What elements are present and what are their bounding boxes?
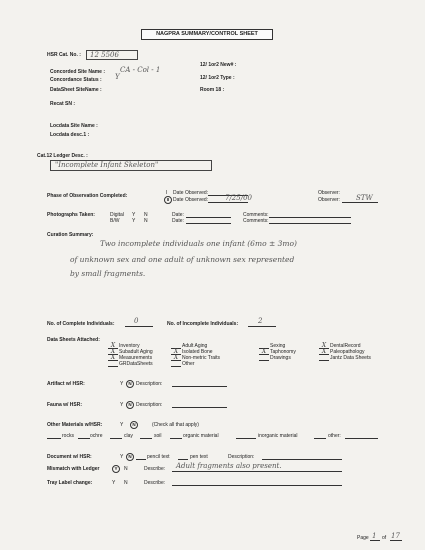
soil-line[interactable] <box>140 438 152 439</box>
phase-observation-label: Phase of Observation Completed: <box>47 193 128 199</box>
complete-individuals-label: No. of Complete Individuals: <box>47 321 115 327</box>
datasheet-jantz[interactable]: Jantz Data Sheets <box>319 355 371 361</box>
room-label: Room 18 : <box>200 87 225 93</box>
datasheet-nonmetric-traits[interactable]: X Non-metric Traits <box>171 355 220 361</box>
pen-text-label: pen text <box>190 454 208 460</box>
document-desc-line[interactable] <box>262 459 342 460</box>
clay-label: clay <box>124 433 133 439</box>
pencil-line[interactable] <box>136 459 146 460</box>
photo-bw-y[interactable]: Y <box>132 218 136 224</box>
ledger-desc-value: "Incomplete Infant Skeleton" <box>55 161 159 169</box>
other-materials-label: Other Materials w/HSR: <box>47 422 103 428</box>
rocks-line[interactable] <box>47 438 61 439</box>
check-all-note: (Check all that apply) <box>152 422 199 428</box>
photo-bw-n[interactable]: N <box>144 218 148 224</box>
of-label: of <box>382 535 387 541</box>
document-desc-label: Description: <box>228 454 255 460</box>
phase-ii-circle[interactable]: II <box>164 196 172 204</box>
mismatch-describe-line[interactable] <box>172 471 342 472</box>
datasheet-sexing[interactable]: Sexing <box>259 343 285 349</box>
datasheet-site-label: DataSheet SiteName : <box>50 87 102 93</box>
datasheet-grdatasheets[interactable]: GRDataSheets <box>108 361 153 367</box>
fauna-desc-line[interactable] <box>172 407 227 408</box>
datasheet-adult-aging[interactable]: Adult Aging <box>171 343 207 349</box>
curation-line-3: by small fragments. <box>70 269 146 278</box>
datasheet-other[interactable]: Other <box>171 361 195 367</box>
photo-date-1-line[interactable] <box>186 217 231 218</box>
data-sheets-label: Data Sheets Attached: <box>47 337 100 343</box>
photo-digital-y[interactable]: Y <box>132 212 136 218</box>
fauna-desc-label: Description: <box>136 402 163 408</box>
document-label: Document w/ HSR: <box>47 454 92 460</box>
other-material-desc-line[interactable] <box>345 438 378 439</box>
ochre-label: ochre <box>90 433 103 439</box>
fauna-label: Fauna w/ HSR: <box>47 402 83 408</box>
new-number-label: 12/ 1or2 New# : <box>200 62 237 68</box>
document-y[interactable]: Y <box>120 454 124 460</box>
page-total-line <box>390 540 402 541</box>
incomplete-individuals-value: 2 <box>258 317 263 325</box>
datasheet-subadult-aging[interactable]: X Subadult Aging <box>108 349 153 355</box>
mismatch-describe-label: Describe: <box>144 466 166 472</box>
locdata-desc-label: Locdata desc.1 : <box>50 132 90 138</box>
locdata-site-label: Locdata Site Name : <box>50 123 98 129</box>
date-observed-1-label: Date Observed: <box>173 190 209 196</box>
photo-comments-2-label: Comments: <box>243 218 269 224</box>
ochre-line[interactable] <box>78 438 90 439</box>
datasheet-isolated-bone[interactable]: X Isolated Bone <box>171 349 213 355</box>
document-n-circle[interactable]: N <box>126 453 134 461</box>
page-total: 17 <box>391 532 400 540</box>
datasheet-dental-record[interactable]: X DentalRecord <box>319 343 361 349</box>
curation-line-2: of unknown sex and one adult of unknown sex represented <box>70 255 295 264</box>
other-materials-n-circle[interactable]: N <box>130 421 138 429</box>
datasheet-drawings[interactable]: Drawings <box>259 355 291 361</box>
datasheet-taphonomy[interactable]: X Taphonomy <box>259 349 296 355</box>
artifact-n-circle[interactable]: N <box>126 380 134 388</box>
observer-2-label: Observer: <box>318 197 340 203</box>
inorganic-line[interactable] <box>236 438 256 439</box>
pencil-text-label: pencil text <box>147 454 170 460</box>
concorded-site-value: CA - Col - 1 <box>120 66 161 74</box>
observer-1-label: Observer: <box>318 190 340 196</box>
rocks-label: rocks <box>62 433 74 439</box>
incomplete-individuals-line[interactable] <box>248 326 276 327</box>
tray-label-change-label: Tray Label change: <box>47 480 93 486</box>
photo-bw-label: B/W <box>110 218 120 224</box>
organic-line[interactable] <box>170 438 182 439</box>
sheet-title: NAGPRA SUMMARY/CONTROL SHEET <box>141 29 273 40</box>
concordance-status-value: Y <box>115 73 120 81</box>
hsr-cat-value: 12 5506 <box>90 51 119 59</box>
datasheet-paleopathology[interactable]: X Paleopathology <box>319 349 364 355</box>
photo-comments-1-line[interactable] <box>269 217 351 218</box>
observer-2-line[interactable] <box>342 202 378 203</box>
other-material-label: other: <box>328 433 341 439</box>
photographs-label: Photographs Taken: <box>47 212 95 218</box>
other-materials-y[interactable]: Y <box>120 422 124 428</box>
clay-line[interactable] <box>110 438 122 439</box>
date-observed-2-label: Date Observed: <box>173 197 209 203</box>
hsr-cat-label: HSR Cat. No. : <box>47 52 81 58</box>
photo-digital-label: Digital <box>110 212 124 218</box>
mismatch-describe-value: Adult fragments also present. <box>176 462 282 470</box>
tray-describe-line[interactable] <box>172 485 342 486</box>
incomplete-individuals-label: No. of Incomplete Individuals: <box>167 321 239 327</box>
organic-label: organic material <box>183 433 219 439</box>
photo-date-2-label: Date: <box>172 218 184 224</box>
fauna-n-circle[interactable]: N <box>126 401 134 409</box>
page-num-line <box>370 540 380 541</box>
curation-summary-label: Curation Summary: <box>47 232 94 238</box>
tray-n[interactable]: N <box>124 480 128 486</box>
complete-individuals-line[interactable] <box>125 326 153 327</box>
photo-date-2-line[interactable] <box>186 223 231 224</box>
page-label: Page <box>357 535 369 541</box>
soil-label: soil <box>154 433 162 439</box>
artifact-desc-label: Description: <box>136 381 163 387</box>
datasheet-measurements[interactable]: X Measurements <box>108 355 152 361</box>
artifact-label: Artifact w/ HSR: <box>47 381 85 387</box>
curation-line-1: Two incomplete individuals one infant (6mo ± 3mo) <box>100 239 297 248</box>
mismatch-label: Mismatch with Ledger <box>47 466 100 472</box>
photo-comments-2-line[interactable] <box>269 223 351 224</box>
type-label: 12/ 1or2 Type : <box>200 75 235 81</box>
mismatch-y-circle[interactable]: Y <box>112 465 120 473</box>
phase-i-number[interactable]: I <box>166 190 168 196</box>
fauna-y[interactable]: Y <box>120 402 124 408</box>
observer-2-value: STW <box>356 194 373 202</box>
pen-line[interactable] <box>178 459 188 460</box>
concordance-status-label: Concordance Status : <box>50 77 102 83</box>
photo-comments-1-label: Comments: <box>243 212 269 218</box>
date-observed-2-line[interactable] <box>208 202 248 203</box>
photo-digital-n[interactable]: N <box>144 212 148 218</box>
mismatch-n[interactable]: N <box>124 466 128 472</box>
complete-individuals-value: 0 <box>134 317 139 325</box>
photo-date-1-label: Date: <box>172 212 184 218</box>
artifact-desc-line[interactable] <box>172 386 227 387</box>
date-observed-2-value: 7/25/00 <box>225 194 252 202</box>
concorded-site-label: Concorded Site Name : <box>50 69 106 75</box>
datasheet-inventory[interactable]: X Inventory <box>108 343 140 349</box>
inorganic-label: inorganic material <box>258 433 298 439</box>
tray-y[interactable]: Y <box>112 480 116 486</box>
other-material-line[interactable] <box>314 438 326 439</box>
page-number: 1 <box>372 532 377 540</box>
recat-label: Recat SN : <box>50 101 76 107</box>
artifact-y[interactable]: Y <box>120 381 124 387</box>
ledger-desc-label: Cat.12 Ledger Desc. : <box>37 153 88 159</box>
tray-describe-label: Describe: <box>144 480 166 486</box>
